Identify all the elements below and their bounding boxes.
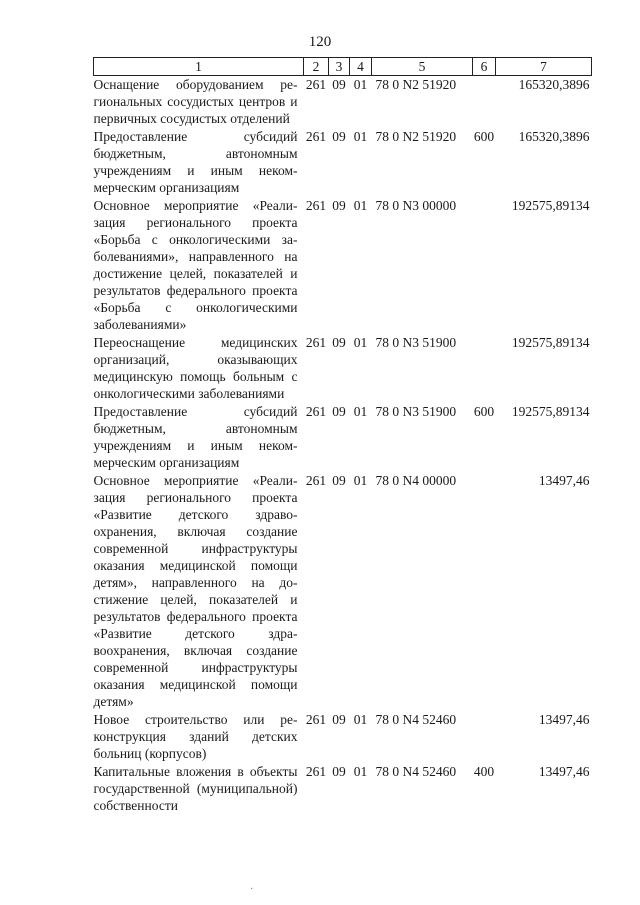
header-cell-7: 7 — [496, 58, 592, 76]
row-name: Основное мероприятие «Реализация регионального проекта «Борьба с онкологическими заболеваниями», направленного на достижение целей, показателей и результатов федерального проекта «Борьба с онкологическими заболеваниями» — [93, 198, 298, 332]
header-cell-6: 6 — [473, 58, 496, 76]
row-c5: 78 0 N2 51920 — [375, 77, 457, 92]
row-c7: 165320,3896 — [518, 77, 590, 92]
row-c6: 400 — [473, 764, 495, 779]
header-cell-3: 3 — [329, 58, 350, 76]
row-name: Новое строительство или реконструкция зданий детских больниц (корпусов) — [93, 712, 298, 761]
row-c7: 13497,46 — [538, 764, 590, 779]
row-c6: 600 — [473, 404, 495, 419]
row-c3: 09 — [332, 129, 346, 144]
row-c5: 78 0 N2 51920 — [375, 129, 457, 144]
row-c2: 261 — [305, 198, 327, 213]
row-c3: 09 — [332, 335, 346, 350]
row-name: Переоснащение медицинских организаций, оказывающих медицинскую помощь больным с онкологическими заболеваниями — [93, 335, 298, 401]
row-c4: 01 — [353, 712, 368, 727]
table-row — [94, 711, 592, 763]
row-c2: 261 — [305, 404, 327, 419]
row-c3: 09 — [332, 198, 346, 213]
row-c2: 261 — [305, 712, 327, 727]
table-row — [94, 76, 592, 129]
row-c3: 09 — [332, 404, 346, 419]
row-c2: 261 — [305, 335, 327, 350]
row-c7: 192575,89134 — [511, 404, 590, 419]
table-row — [94, 334, 592, 403]
row-c3: 09 — [332, 77, 346, 92]
row-c5: 78 0 N4 00000 — [375, 473, 457, 488]
row-c4: 01 — [353, 764, 368, 779]
row-c6 — [473, 334, 496, 403]
row-c4: 01 — [353, 77, 368, 92]
row-name: Предоставление субсидий бюджетным, автономным учреждениям и иным некоммерческим организациям — [93, 129, 298, 195]
row-c2: 261 — [305, 129, 327, 144]
row-c4: 01 — [353, 335, 368, 350]
row-c3: 09 — [332, 764, 346, 779]
row-name: Предоставление субсидий бюджетным, автономным учреждениям и иным некоммерческим организациям — [93, 404, 298, 470]
row-c3: 09 — [332, 473, 346, 488]
row-c5: 78 0 N3 00000 — [375, 198, 457, 213]
row-c6: 600 — [473, 129, 495, 144]
row-name: Оснащение оборудованием региональных сосудистых центров и первичных сосудистых отделений — [93, 77, 298, 126]
row-c2: 261 — [305, 764, 327, 779]
row-c5: 78 0 N3 51900 — [375, 335, 457, 350]
row-c2: 261 — [305, 473, 327, 488]
row-c4: 01 — [353, 404, 368, 419]
scan-speck: · — [250, 884, 254, 895]
row-name: Основное мероприятие «Реализация регионального проекта «Развитие детского здравоохранения, включая создание современной инфраструктуры оказания медицинской помощи детям», направленного на достижение целей, показателей и результатов федерального проекта «Развитие детского здравоохранения, включая создание современной инфраструктуры оказания медицинской помощи детям» — [93, 473, 298, 709]
budget-table — [93, 57, 592, 815]
row-c7: 192575,89134 — [511, 335, 590, 350]
table-row — [94, 472, 592, 711]
row-c7: 13497,46 — [538, 712, 590, 727]
row-c4: 01 — [353, 198, 368, 213]
table-row — [94, 197, 592, 334]
row-c2: 261 — [305, 77, 327, 92]
row-c3: 09 — [332, 712, 346, 727]
row-c5: 78 0 N4 52460 — [375, 764, 457, 779]
row-c6 — [473, 197, 496, 334]
row-c6 — [473, 711, 496, 763]
row-c7: 192575,89134 — [511, 198, 590, 213]
table-row — [94, 763, 592, 815]
header-row — [94, 58, 592, 76]
header-cell-4: 4 — [350, 58, 372, 76]
table-row — [94, 128, 592, 197]
header-cell-1: 1 — [94, 58, 304, 76]
row-c5: 78 0 N4 52460 — [375, 712, 457, 727]
page-number: 120 — [308, 34, 332, 50]
row-c7: 13497,46 — [538, 473, 590, 488]
row-c7: 165320,3896 — [518, 129, 590, 144]
row-c4: 01 — [353, 129, 368, 144]
header-cell-2: 2 — [304, 58, 329, 76]
row-name: Капитальные вложения в объекты государственной (муниципальной) собственности — [93, 764, 298, 813]
row-c5: 78 0 N3 51900 — [375, 404, 457, 419]
row-c6 — [473, 76, 496, 129]
row-c4: 01 — [353, 473, 368, 488]
header-cell-5: 5 — [372, 58, 473, 76]
row-c6 — [473, 472, 496, 711]
table-row — [94, 403, 592, 472]
